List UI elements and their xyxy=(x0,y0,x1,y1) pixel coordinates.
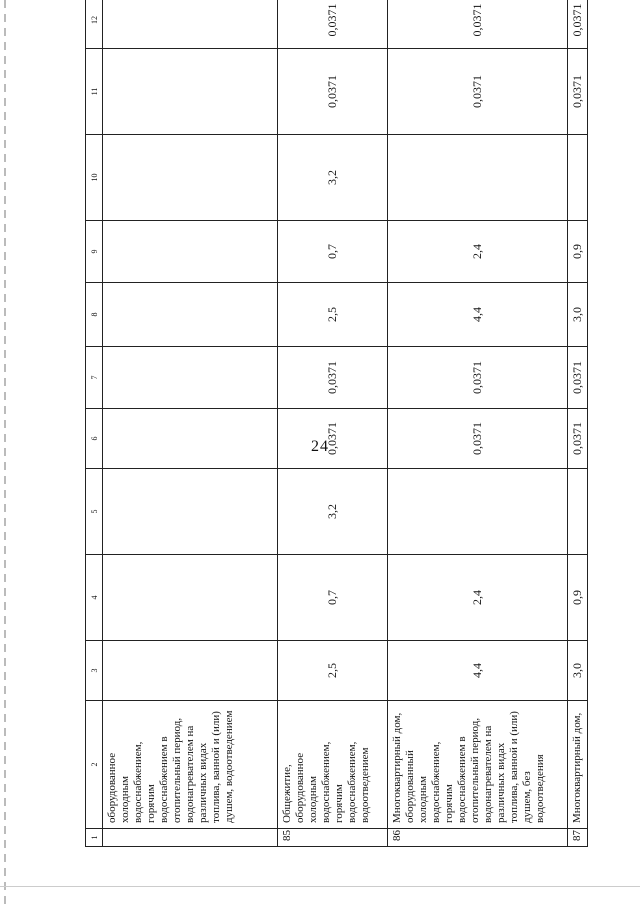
cell-value: 0,0371 xyxy=(568,0,588,49)
column-number: 10 xyxy=(86,135,103,221)
scan-edge-line xyxy=(0,886,640,887)
cell-value: 0,0371 xyxy=(278,409,388,469)
cell-value: 0,0371 xyxy=(388,409,568,469)
row-description: Многоквартирный дом, xyxy=(568,701,588,829)
cell-value: 0,0371 xyxy=(568,347,588,409)
cell-value: 0,7 xyxy=(278,555,388,641)
cell-value: 0,0371 xyxy=(278,49,388,135)
row-description: Многоквартирный дом, оборудованный холодным водоснабжением, горячим водоснабжением в отопительный период, водонагревателем на различных видах топлива, ванной и (или) душем, без водоотведения xyxy=(388,701,568,829)
column-number-row xyxy=(86,0,103,847)
cell-value xyxy=(103,283,278,347)
cell-value xyxy=(568,135,588,221)
cell-value xyxy=(568,469,588,555)
row-description: Общежитие, оборудованное холодным водоснабжением, горячим водоснабжением, водоотведением xyxy=(278,701,388,829)
column-number: 2 xyxy=(86,701,103,829)
cell-value: 0,0371 xyxy=(278,347,388,409)
cell-value: 2,4 xyxy=(388,221,568,283)
cell-value xyxy=(103,641,278,701)
column-number: 7 xyxy=(86,347,103,409)
cell-value: 3,0 xyxy=(568,283,588,347)
cell-value: 0,9 xyxy=(568,221,588,283)
column-number: 11 xyxy=(86,49,103,135)
cell-value: 0,0371 xyxy=(388,49,568,135)
row-number xyxy=(103,829,278,847)
table-row xyxy=(388,0,568,847)
column-number: 6 xyxy=(86,409,103,469)
column-number: 5 xyxy=(86,469,103,555)
row-number: 86 xyxy=(388,829,568,847)
cell-value xyxy=(103,409,278,469)
cell-value xyxy=(103,221,278,283)
cell-value: 0,9 xyxy=(568,555,588,641)
cell-value xyxy=(103,347,278,409)
cell-value: 0,0371 xyxy=(388,347,568,409)
column-number: 3 xyxy=(86,641,103,701)
page-number: 24 xyxy=(311,438,329,455)
rotated-table-container xyxy=(85,3,584,847)
cell-value: 3,2 xyxy=(278,135,388,221)
column-number: 12 xyxy=(86,0,103,49)
column-number: 9 xyxy=(86,221,103,283)
cell-value: 0,0371 xyxy=(388,0,568,49)
cell-value: 3,2 xyxy=(278,469,388,555)
cell-value xyxy=(103,0,278,49)
column-number: 1 xyxy=(86,829,103,847)
cell-value xyxy=(103,555,278,641)
row-description: оборудованное холодным водоснабжением, горячим водоснабжением в отопительный период, водонагревателем на различных видах топлива, ванной и (или) душем, водоотведением xyxy=(103,701,278,829)
cell-value: 0,0371 xyxy=(568,409,588,469)
cell-value: 2,5 xyxy=(278,641,388,701)
row-number: 87 xyxy=(568,829,588,847)
cell-value: 0,0371 xyxy=(568,49,588,135)
cell-value: 0,7 xyxy=(278,221,388,283)
cell-value xyxy=(388,135,568,221)
norms-table xyxy=(85,0,588,847)
cell-value: 4,4 xyxy=(388,641,568,701)
row-number: 85 xyxy=(278,829,388,847)
column-number: 8 xyxy=(86,283,103,347)
cell-value: 2,5 xyxy=(278,283,388,347)
cell-value: 0,0371 xyxy=(278,0,388,49)
table-row xyxy=(103,0,278,847)
cell-value: 3,0 xyxy=(568,641,588,701)
cell-value xyxy=(103,135,278,221)
cell-value: 2,4 xyxy=(388,555,568,641)
column-number: 4 xyxy=(86,555,103,641)
cell-value xyxy=(103,469,278,555)
cell-value: 4,4 xyxy=(388,283,568,347)
cell-value xyxy=(388,469,568,555)
cell-value xyxy=(103,49,278,135)
table-row xyxy=(278,0,388,847)
table-row xyxy=(568,0,588,847)
